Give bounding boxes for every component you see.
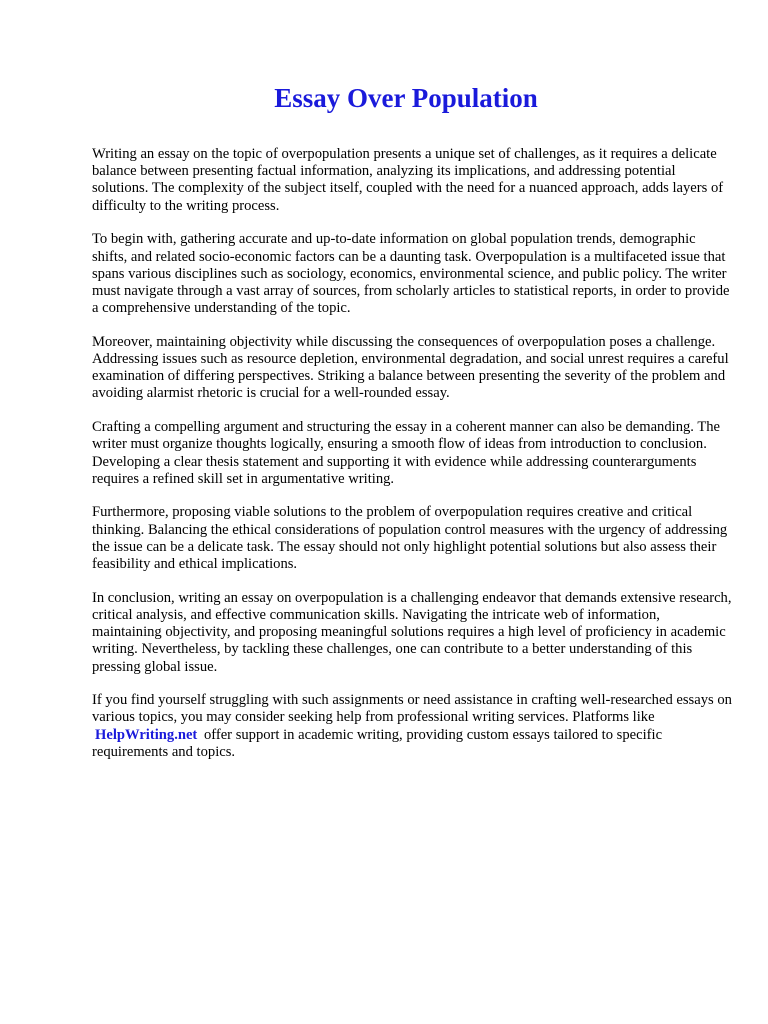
document-body bbox=[92, 146, 732, 778]
paragraph-closing bbox=[92, 692, 732, 761]
paragraph-research: To begin with, gathering accurate and up-to-date information on global population trends, demographic shifts, and related socio-economic factors can be a daunting task. Overpopulation is a multifaceted issue that spans various disciplines such as sociology, economics, environmental science, and public policy. The writer must navigate through a vast array of sources, from scholarly articles to statistical reports, in order to provide a comprehensive understanding of the topic. bbox=[92, 231, 730, 317]
closing-text-before: If you find yourself struggling with such assignments or need assistance in crafting well-researched essays on various topics, you may consider seeking help from professional writing services. Platforms like bbox=[92, 692, 732, 726]
paragraph-solutions: Furthermore, proposing viable solutions to the problem of overpopulation requires creative and critical thinking. Balancing the ethical considerations of population control measures with the urgency of addressing the issue can be a delicate task. The essay should not only highlight potential solutions but also assess their feasibility and ethical implications. bbox=[92, 504, 728, 573]
paragraph-objectivity: Moreover, maintaining objectivity while discussing the consequences of overpopulation poses a challenge. Addressing issues such as resource depletion, environmental degradation, and social unrest requires a careful examination of differing perspectives. Striking a balance between presenting the severity of the problem and avoiding alarmist rhetoric is crucial for a well-rounded essay. bbox=[92, 333, 729, 402]
paragraph-argument: Crafting a compelling argument and structuring the essay in a coherent manner can also be demanding. The writer must organize thoughts logically, ensuring a smooth flow of ideas from introduction to conclusion. Developing a clear thesis statement and supporting it with evidence while addressing counterarguments requires a refined skill set in argumentative writing. bbox=[92, 419, 721, 487]
document-title: Essay Over Population bbox=[274, 83, 538, 113]
closing-text-after: offer support in academic writing, providing custom essays tailored to specific requirements and topics. bbox=[92, 726, 663, 760]
helpwriting-link[interactable]: HelpWriting.net bbox=[95, 726, 198, 743]
paragraph-conclusion: In conclusion, writing an essay on overpopulation is a challenging endeavor that demands extensive research, critical analysis, and effective communication skills. Navigating the intricate web of information, maintaining objectivity, and proposing meaningful solutions requires a high level of proficiency in academic writing. Nevertheless, by tackling these challenges, one can contribute to a better understanding of this pressing global issue. bbox=[92, 589, 732, 675]
paragraph-intro: Writing an essay on the topic of overpopulation presents a unique set of challenges, as it requires a delicate balance between presenting factual information, analyzing its implications, and addressing potential solutions. The complexity of the subject itself, coupled with the need for a nuanced approach, adds layers of difficulty to the writing process. bbox=[92, 146, 724, 214]
